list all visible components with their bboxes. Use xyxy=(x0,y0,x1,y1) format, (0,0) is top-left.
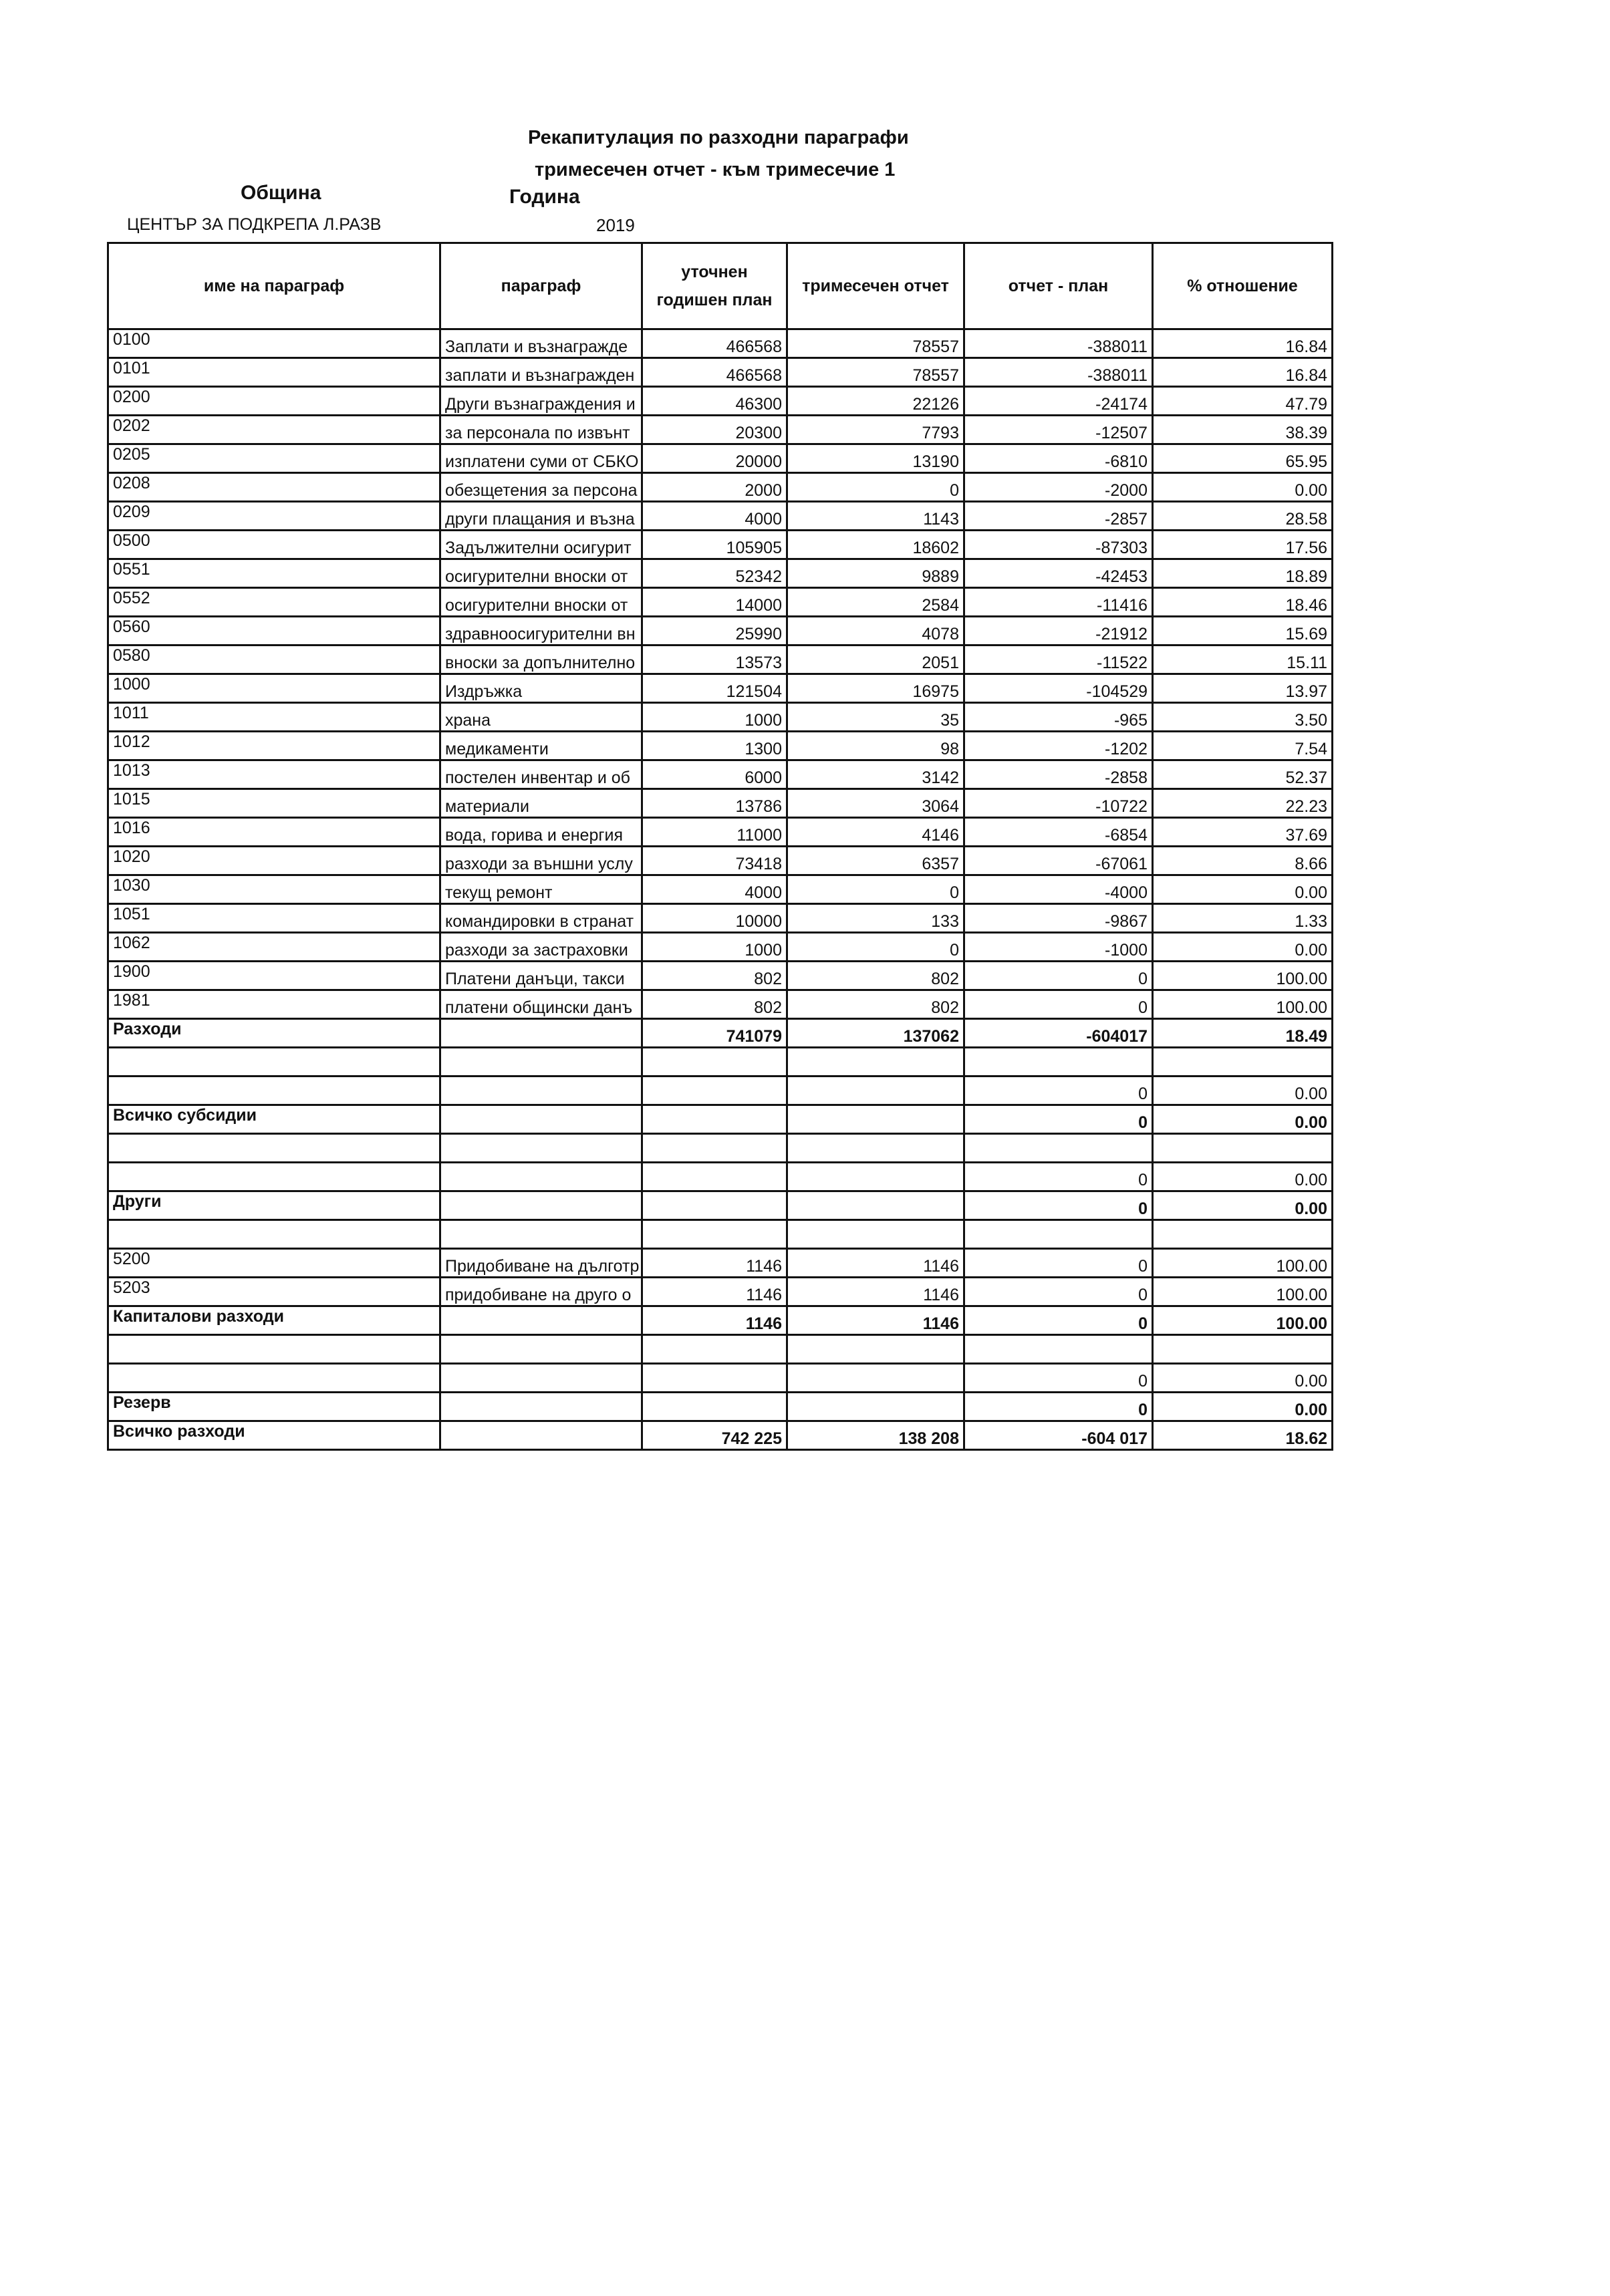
paragraph-code: 0580 xyxy=(108,645,440,674)
plan-value: 13786 xyxy=(642,789,787,818)
report-value: 802 xyxy=(787,962,964,990)
rezerv-diff: 0 xyxy=(964,1393,1153,1421)
plan-value: 11000 xyxy=(642,818,787,847)
diff-value: 0 xyxy=(964,962,1153,990)
report-value: 3064 xyxy=(787,789,964,818)
table-row xyxy=(108,617,1333,645)
paragraph-name: здравноосигурителни вн xyxy=(440,617,642,645)
report-value: 16975 xyxy=(787,674,964,703)
report-value: 98 xyxy=(787,732,964,760)
total-plan: 742 225 xyxy=(642,1421,787,1450)
drugi-label: Други xyxy=(108,1191,440,1220)
plan-value: 1146 xyxy=(642,1249,787,1278)
plan-value: 73418 xyxy=(642,847,787,875)
rezerv-detail-diff: 0 xyxy=(964,1364,1153,1393)
grand-total-row xyxy=(108,1421,1333,1450)
subsidii-diff: 0 xyxy=(964,1105,1153,1134)
table-row xyxy=(108,502,1333,531)
plan-value: 802 xyxy=(642,962,787,990)
plan-value: 13573 xyxy=(642,645,787,674)
capital-diff: 0 xyxy=(964,1306,1153,1335)
plan-value: 6000 xyxy=(642,760,787,789)
table-row xyxy=(108,875,1333,904)
subsidii-detail-diff: 0 xyxy=(964,1077,1153,1105)
blank-row xyxy=(108,1335,1333,1364)
subtotal-row-subsidii xyxy=(108,1105,1333,1134)
percent-value: 3.50 xyxy=(1153,703,1333,732)
report-value: 1146 xyxy=(787,1278,964,1306)
drugi-detail-pct: 0.00 xyxy=(1153,1163,1333,1191)
paragraph-name: текущ ремонт xyxy=(440,875,642,904)
report-value: 1143 xyxy=(787,502,964,531)
col-header-name: име на параграф xyxy=(108,243,440,329)
diff-value: -6810 xyxy=(964,444,1153,473)
diff-value: -12507 xyxy=(964,416,1153,444)
rezerv-detail-row xyxy=(108,1364,1333,1393)
col-header-diff: отчет - план xyxy=(964,243,1153,329)
paragraph-code: 5203 xyxy=(108,1278,440,1306)
paragraph-name: разходи за външни услу xyxy=(440,847,642,875)
table-row xyxy=(108,387,1333,416)
report-value: 2584 xyxy=(787,588,964,617)
paragraph-code: 0500 xyxy=(108,531,440,559)
drugi-pct: 0.00 xyxy=(1153,1191,1333,1220)
table-row xyxy=(108,1278,1333,1306)
percent-value: 18.46 xyxy=(1153,588,1333,617)
report-subtitle: тримесечен отчет - към тримесечие 1 xyxy=(535,159,896,180)
paragraph-name: медикаменти xyxy=(440,732,642,760)
diff-value: -67061 xyxy=(964,847,1153,875)
diff-value: -1202 xyxy=(964,732,1153,760)
paragraph-code: 1000 xyxy=(108,674,440,703)
subtotal-row-capital xyxy=(108,1306,1333,1335)
paragraph-code: 1013 xyxy=(108,760,440,789)
report-value: 18602 xyxy=(787,531,964,559)
subtotal-row-drugi xyxy=(108,1191,1333,1220)
table-row xyxy=(108,962,1333,990)
subsidii-detail-pct: 0.00 xyxy=(1153,1077,1333,1105)
table-row xyxy=(108,789,1333,818)
blank-row xyxy=(108,1134,1333,1163)
percent-value: 37.69 xyxy=(1153,818,1333,847)
total-pct: 18.62 xyxy=(1153,1421,1333,1450)
diff-value: -965 xyxy=(964,703,1153,732)
diff-value: -9867 xyxy=(964,904,1153,933)
diff-value: -24174 xyxy=(964,387,1153,416)
paragraph-code: 0205 xyxy=(108,444,440,473)
paragraph-name: разходи за застраховки xyxy=(440,933,642,962)
paragraph-name: Издръжка xyxy=(440,674,642,703)
plan-value: 1146 xyxy=(642,1278,787,1306)
table-row xyxy=(108,818,1333,847)
percent-value: 0.00 xyxy=(1153,875,1333,904)
paragraph-name: за персонала по извънт xyxy=(440,416,642,444)
drugi-detail-diff: 0 xyxy=(964,1163,1153,1191)
report-value: 802 xyxy=(787,990,964,1019)
percent-value: 47.79 xyxy=(1153,387,1333,416)
drugi-detail-row xyxy=(108,1163,1333,1191)
table-row xyxy=(108,760,1333,789)
percent-value: 100.00 xyxy=(1153,1278,1333,1306)
paragraph-code: 1062 xyxy=(108,933,440,962)
paragraph-name: други плащания и възна xyxy=(440,502,642,531)
paragraph-code: 5200 xyxy=(108,1249,440,1278)
percent-value: 17.56 xyxy=(1153,531,1333,559)
subtotal-row-rezerv xyxy=(108,1393,1333,1421)
paragraph-code: 0552 xyxy=(108,588,440,617)
plan-value: 802 xyxy=(642,990,787,1019)
diff-value: -6854 xyxy=(964,818,1153,847)
paragraph-name: осигурителни вноски от xyxy=(440,559,642,588)
blank-row xyxy=(108,1220,1333,1249)
plan-value: 466568 xyxy=(642,358,787,387)
report-value: 3142 xyxy=(787,760,964,789)
table-row xyxy=(108,329,1333,358)
plan-value: 1000 xyxy=(642,703,787,732)
subtotal-row-razhodi xyxy=(108,1019,1333,1048)
plan-value: 2000 xyxy=(642,473,787,502)
percent-value: 65.95 xyxy=(1153,444,1333,473)
diff-value: -21912 xyxy=(964,617,1153,645)
percent-value: 15.11 xyxy=(1153,645,1333,674)
blank-row xyxy=(108,1048,1333,1077)
plan-value: 121504 xyxy=(642,674,787,703)
paragraph-code: 1981 xyxy=(108,990,440,1019)
diff-value: -1000 xyxy=(964,933,1153,962)
paragraph-name: обезщетения за персона xyxy=(440,473,642,502)
table-row xyxy=(108,732,1333,760)
paragraph-name: заплати и възнагражден xyxy=(440,358,642,387)
table-row xyxy=(108,1249,1333,1278)
percent-value: 8.66 xyxy=(1153,847,1333,875)
subtotal-report: 137062 xyxy=(787,1019,964,1048)
paragraph-name: Други възнаграждения и xyxy=(440,387,642,416)
table-row xyxy=(108,645,1333,674)
plan-value: 1300 xyxy=(642,732,787,760)
report-value: 133 xyxy=(787,904,964,933)
rezerv-pct: 0.00 xyxy=(1153,1393,1333,1421)
subsidii-detail-row xyxy=(108,1077,1333,1105)
report-value: 4078 xyxy=(787,617,964,645)
table-row xyxy=(108,559,1333,588)
paragraph-code: 0101 xyxy=(108,358,440,387)
paragraph-code: 1030 xyxy=(108,875,440,904)
plan-value: 20300 xyxy=(642,416,787,444)
diff-value: -104529 xyxy=(964,674,1153,703)
plan-value: 52342 xyxy=(642,559,787,588)
report-value: 7793 xyxy=(787,416,964,444)
paragraph-name: Платени данъци, такси xyxy=(440,962,642,990)
subsidii-label: Всичко субсидии xyxy=(108,1105,440,1134)
report-value: 35 xyxy=(787,703,964,732)
percent-value: 100.00 xyxy=(1153,962,1333,990)
diff-value: -388011 xyxy=(964,329,1153,358)
paragraph-code: 1900 xyxy=(108,962,440,990)
plan-value: 4000 xyxy=(642,875,787,904)
paragraph-name: платени общински данъ xyxy=(440,990,642,1019)
col-header-plan-line2: годишен план xyxy=(656,291,773,309)
plan-value: 10000 xyxy=(642,904,787,933)
subsidii-pct: 0.00 xyxy=(1153,1105,1333,1134)
paragraph-code: 1051 xyxy=(108,904,440,933)
paragraph-code: 0209 xyxy=(108,502,440,531)
report-title: Рекапитулация по разходни параграфи xyxy=(528,127,909,148)
paragraph-code: 0551 xyxy=(108,559,440,588)
report-value: 2051 xyxy=(787,645,964,674)
percent-value: 1.33 xyxy=(1153,904,1333,933)
report-value: 0 xyxy=(787,875,964,904)
percent-value: 100.00 xyxy=(1153,990,1333,1019)
percent-value: 16.84 xyxy=(1153,358,1333,387)
plan-value: 20000 xyxy=(642,444,787,473)
table-row xyxy=(108,588,1333,617)
diff-value: -388011 xyxy=(964,358,1153,387)
paragraph-code: 0560 xyxy=(108,617,440,645)
paragraph-name: командировки в странат xyxy=(440,904,642,933)
percent-value: 22.23 xyxy=(1153,789,1333,818)
rezerv-detail-pct: 0.00 xyxy=(1153,1364,1333,1393)
report-value: 9889 xyxy=(787,559,964,588)
paragraph-code: 0100 xyxy=(108,329,440,358)
paragraph-code: 1012 xyxy=(108,732,440,760)
paragraph-name: осигурителни вноски от xyxy=(440,588,642,617)
table-row xyxy=(108,416,1333,444)
paragraph-name: вноски за допълнително xyxy=(440,645,642,674)
report-value: 1146 xyxy=(787,1249,964,1278)
percent-value: 100.00 xyxy=(1153,1249,1333,1278)
year-label: Година xyxy=(509,186,580,208)
diff-value: -2858 xyxy=(964,760,1153,789)
col-header-percent: % отношение xyxy=(1153,243,1333,329)
year-value: 2019 xyxy=(596,215,635,235)
col-header-paragraph: параграф xyxy=(440,243,642,329)
percent-value: 18.89 xyxy=(1153,559,1333,588)
diff-value: -10722 xyxy=(964,789,1153,818)
paragraph-name: придобиване на друго о xyxy=(440,1278,642,1306)
plan-value: 4000 xyxy=(642,502,787,531)
report-value: 0 xyxy=(787,473,964,502)
percent-value: 13.97 xyxy=(1153,674,1333,703)
municipality-label: Община xyxy=(241,182,321,204)
diff-value: -2000 xyxy=(964,473,1153,502)
subtotal-diff: -604017 xyxy=(964,1019,1153,1048)
report-value: 4146 xyxy=(787,818,964,847)
subtotal-plan: 741079 xyxy=(642,1019,787,1048)
table-row xyxy=(108,904,1333,933)
diff-value: -2857 xyxy=(964,502,1153,531)
report-value: 13190 xyxy=(787,444,964,473)
capital-pct: 100.00 xyxy=(1153,1306,1333,1335)
percent-value: 15.69 xyxy=(1153,617,1333,645)
table-header-row xyxy=(108,243,1333,329)
capital-report: 1146 xyxy=(787,1306,964,1335)
report-value: 22126 xyxy=(787,387,964,416)
paragraph-name: материали xyxy=(440,789,642,818)
paragraph-name: Задължителни осигурит xyxy=(440,531,642,559)
paragraph-name: постелен инвентар и об xyxy=(440,760,642,789)
diff-value: -4000 xyxy=(964,875,1153,904)
table-row xyxy=(108,703,1333,732)
diff-value: 0 xyxy=(964,1278,1153,1306)
percent-value: 0.00 xyxy=(1153,933,1333,962)
table-row xyxy=(108,674,1333,703)
total-label: Всичко разходи xyxy=(108,1421,440,1450)
capital-label: Капиталови разходи xyxy=(108,1306,440,1335)
table-row xyxy=(108,933,1333,962)
table-row xyxy=(108,444,1333,473)
recap-table xyxy=(107,242,1333,1451)
plan-value: 105905 xyxy=(642,531,787,559)
diff-value: -11522 xyxy=(964,645,1153,674)
plan-value: 14000 xyxy=(642,588,787,617)
percent-value: 0.00 xyxy=(1153,473,1333,502)
diff-value: 0 xyxy=(964,990,1153,1019)
drugi-diff: 0 xyxy=(964,1191,1153,1220)
paragraph-code: 1016 xyxy=(108,818,440,847)
percent-value: 52.37 xyxy=(1153,760,1333,789)
col-header-plan xyxy=(642,243,787,329)
percent-value: 38.39 xyxy=(1153,416,1333,444)
paragraph-name: Придобиване на дълготр xyxy=(440,1249,642,1278)
table-row xyxy=(108,473,1333,502)
report-value: 6357 xyxy=(787,847,964,875)
percent-value: 7.54 xyxy=(1153,732,1333,760)
plan-value: 1000 xyxy=(642,933,787,962)
plan-value: 25990 xyxy=(642,617,787,645)
total-diff: -604 017 xyxy=(964,1421,1153,1450)
subtotal-pct: 18.49 xyxy=(1153,1019,1333,1048)
report-value: 0 xyxy=(787,933,964,962)
paragraph-name: изплатени суми от СБКО xyxy=(440,444,642,473)
table-row xyxy=(108,531,1333,559)
diff-value: 0 xyxy=(964,1249,1153,1278)
plan-value: 466568 xyxy=(642,329,787,358)
paragraph-code: 1011 xyxy=(108,703,440,732)
diff-value: -87303 xyxy=(964,531,1153,559)
col-header-plan-line1: уточнен xyxy=(681,262,748,281)
rezerv-label: Резерв xyxy=(108,1393,440,1421)
diff-value: -11416 xyxy=(964,588,1153,617)
paragraph-code: 1020 xyxy=(108,847,440,875)
percent-value: 16.84 xyxy=(1153,329,1333,358)
table-row xyxy=(108,358,1333,387)
total-report: 138 208 xyxy=(787,1421,964,1450)
paragraph-code: 0200 xyxy=(108,387,440,416)
report-value: 78557 xyxy=(787,329,964,358)
percent-value: 28.58 xyxy=(1153,502,1333,531)
diff-value: -42453 xyxy=(964,559,1153,588)
report-value: 78557 xyxy=(787,358,964,387)
plan-value: 46300 xyxy=(642,387,787,416)
capital-plan: 1146 xyxy=(642,1306,787,1335)
paragraph-name: вода, горива и енергия xyxy=(440,818,642,847)
table-row xyxy=(108,990,1333,1019)
table-row xyxy=(108,847,1333,875)
col-header-quarter: тримесечен отчет xyxy=(787,243,964,329)
paragraph-code: 0202 xyxy=(108,416,440,444)
subtotal-label: Разходи xyxy=(108,1019,440,1048)
paragraph-name: храна xyxy=(440,703,642,732)
paragraph-code: 0208 xyxy=(108,473,440,502)
municipality-value: ЦЕНТЪР ЗА ПОДКРЕПА Л.РАЗВ xyxy=(127,215,382,234)
paragraph-name: Заплати и възнагражде xyxy=(440,329,642,358)
paragraph-code: 1015 xyxy=(108,789,440,818)
